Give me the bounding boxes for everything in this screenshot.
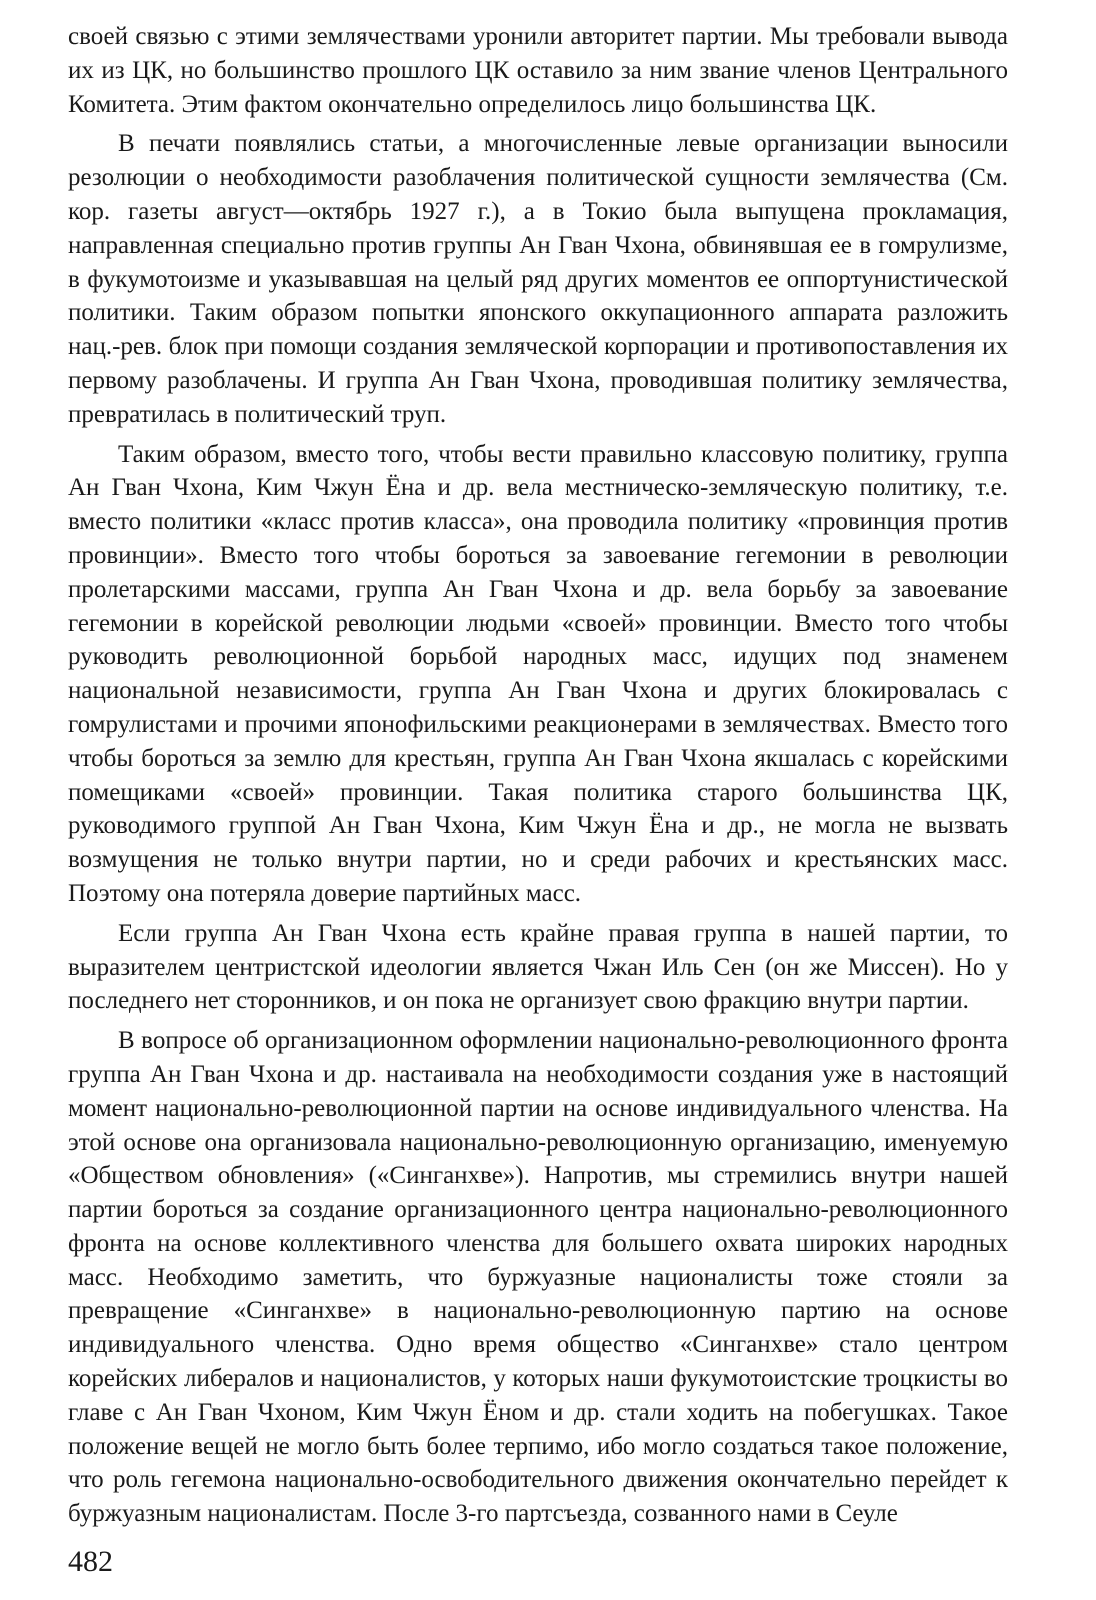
paragraph-centrist: Если группа Ан Гван Чхона есть крайне правая группа в нашей партии, то выразителем центристской идеологии является Чжан Иль Сен (он же Миссен). Но у последнего нет сторонников, и он пока не организует свою фракцию внутри партии. (68, 919, 1008, 1015)
paragraph-class-policy: Таким образом, вместо того, чтобы вести правильно классовую политику, группа Ан Гван Чхона, Ким Чжун Ёна и др. вела местническо-земляческую политику, т.е. вместо политики «класс против класса», она проводила политику «провинция против провинции». Вместо того чтобы бороться за завоевание гегемонии в революции пролетарскими массами, группа Ан Гван Чхона и др. вела борьбу за завоевание гегемонии в корейской революции людьми «своей» провинции. Вместо того чтобы руководить революционной борьбой народных масс, идущих под знаменем национальной независимости, группа Ан Гван Чхона и других блокировалась с гомрулистами и прочими японофильскими реакционерами в землячествах. Вместо того чтобы бороться за землю для крестьян, группа Ан Гван Чхона якшалась с корейскими помещиками «своей» провинции. Такая политика старого большинства ЦК, руководимого группой Ан Гван Чхона, Ким Чжун Ёна и др., не могла не вызвать возмущения не только внутри партии, но и среди рабочих и крестьянских масс. Поэтому она потеряла доверие партийных масс. (68, 440, 1008, 907)
paragraph-continuation: своей связью с этими землячествами уронили авторитет партии. Мы требовали вывода их из ЦК, но большинство прошлого ЦК оставило за ним звание членов Центрального Комитета. Этим фактом окончательно определилось лицо большинства ЦК. (68, 23, 1008, 118)
page-number: 482 (68, 1545, 113, 1578)
paragraph-press: В печати появлялись статьи, а многочисленные левые организации выносили резолюции о необходимости разоблачения политической сущности землячества (См. кор. газеты август—октябрь 1927 г.), а в Токио была выпущена прокламация, направленная специально против группы Ан Гван Чхона, обвинявшая ее в гомрулизме, в фукумотоизме и указывавшая на целый ряд других моментов ее оппортунистической политики. Таким образом попытки японского оккупационного аппарата разложить нац.-рев. блок при помощи создания земляческой корпорации и противопоставления их первому разоблачены. И группа Ан Гван Чхона, проводившая политику землячества, превратилась в политический труп. (68, 130, 1008, 428)
paragraph-organization: В вопросе об организационном оформлении национально-революционного фронта группа Ан Гван Чхона и др. настаивала на необходимости создания уже в настоящий момент национально-революционной партии на основе индивидуального членства. На этой основе она организовала национально-революционную организацию, именуемую «Обществом обновления» («Синганхве»). Напротив, мы стремились внутри нашей партии бороться за создание организационного центра национально-революционного фронта на основе коллективного членства для большего охвата широких народных масс. Необходимо заметить, что буржуазные националисты тоже стояли за превращение «Синганхве» в национально-революционную партию на основе индивидуального членства. Одно время общество «Синганхве» стало центром корейских либералов и националистов, у которых наши фукумотоистские троцкисты во главе с Ан Гван Чхоном, Ким Чжун Ёном и др. стали ходить на побегушках. Такое положение вещей не могло быть более терпимо, ибо могло создаться такое положение, что роль гегемона национально-освободительного движения окончательно перейдет к буржуазным националистам. После 3-го партсъезда, созванного нами в Сеуле (68, 1027, 1008, 1528)
page-body (68, 20, 1008, 1537)
